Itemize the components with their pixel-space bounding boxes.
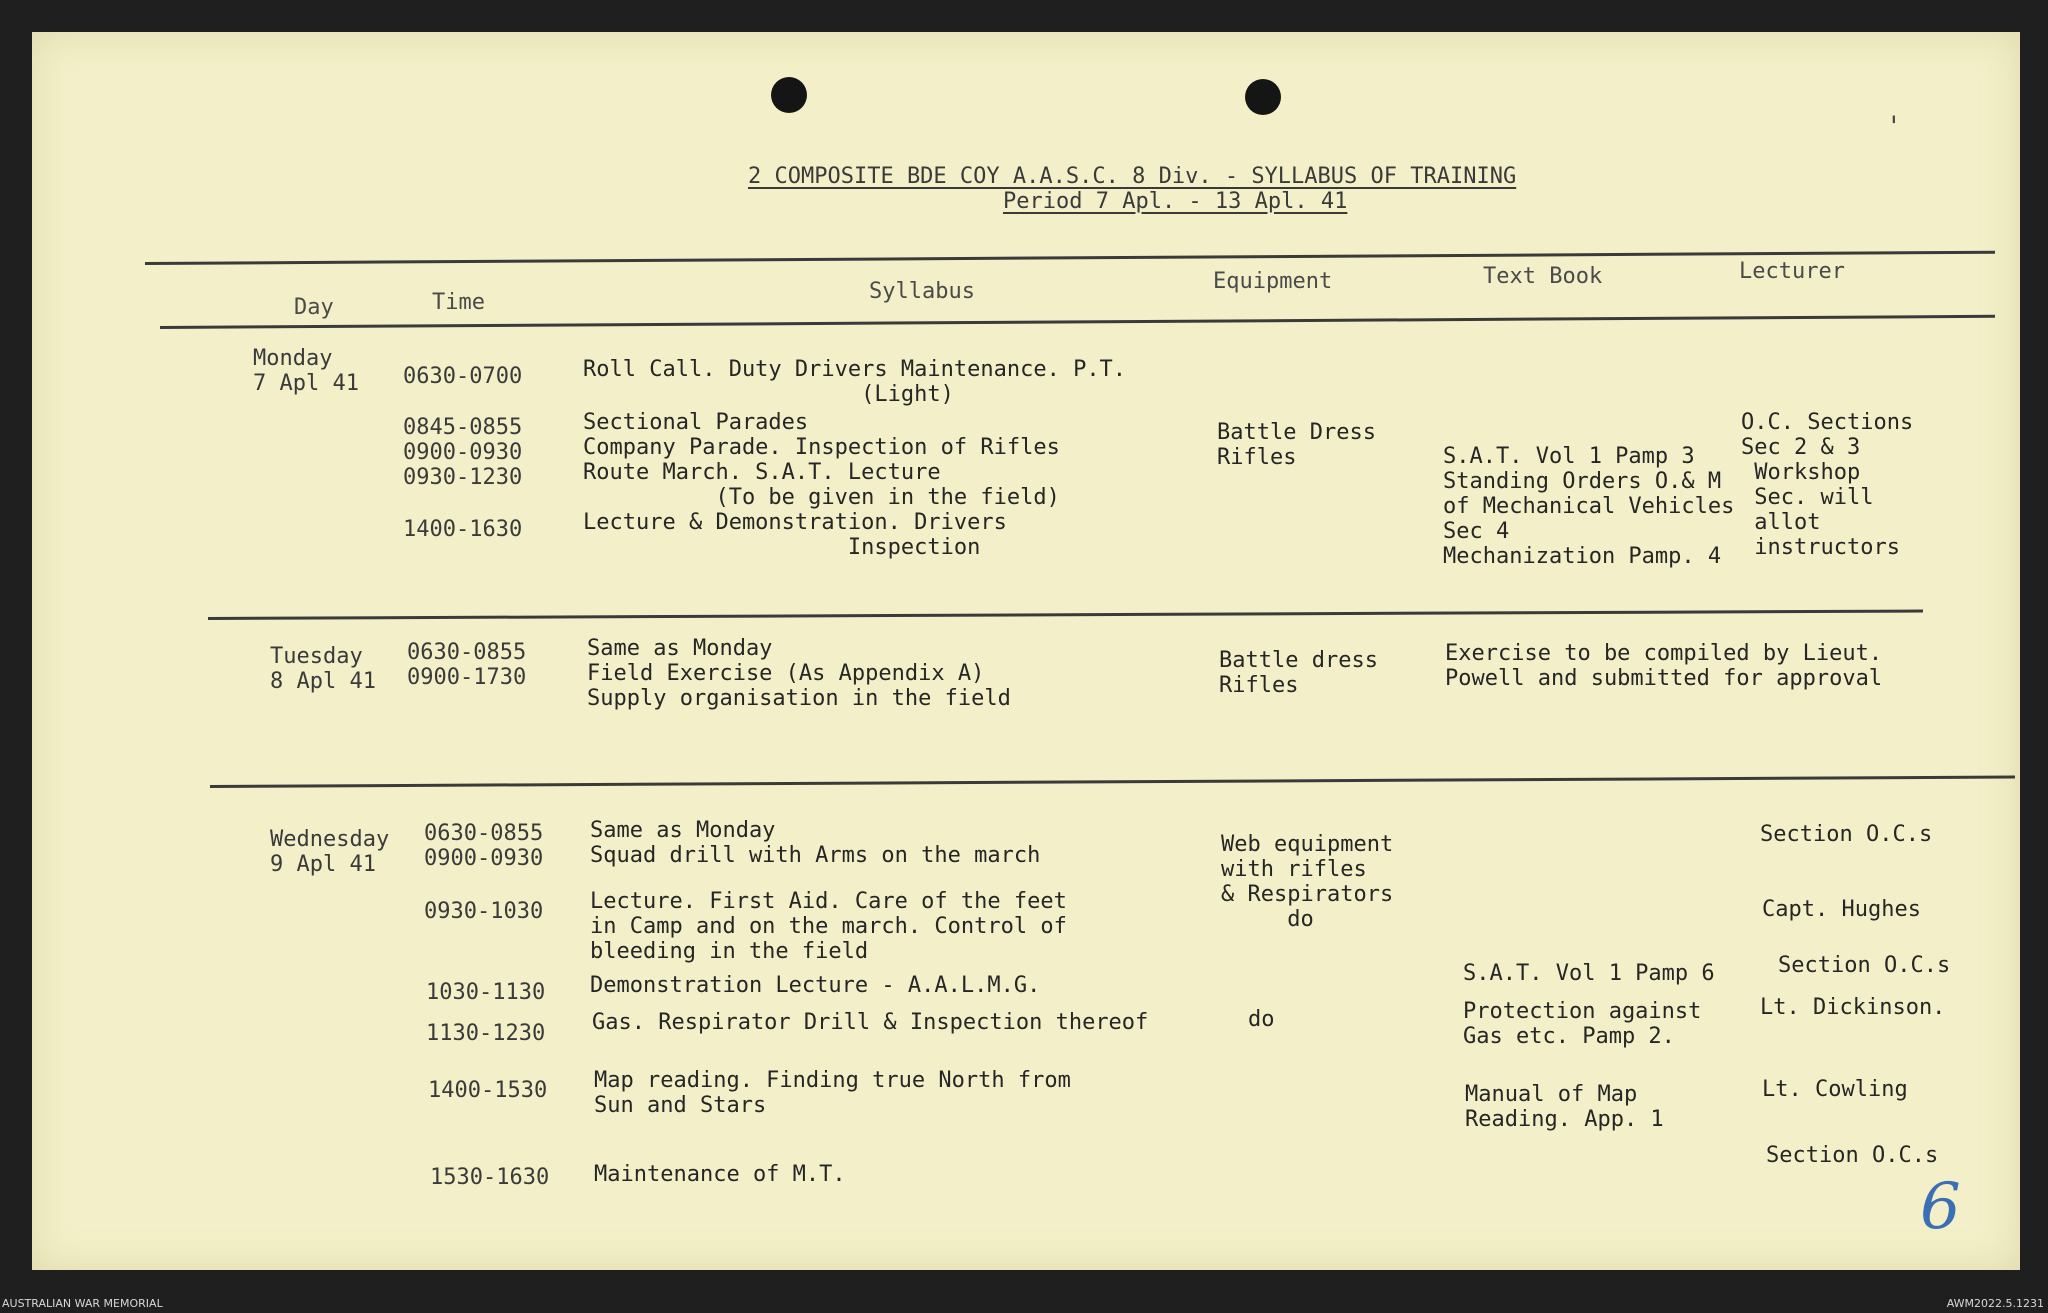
header-day: Day (294, 295, 334, 320)
header-equipment: Equipment (1213, 269, 1333, 294)
wednesday-time-5: 1400-1530 (428, 1078, 548, 1103)
monday-text-book: S.A.T. Vol 1 Pamp 3 Standing Orders O.& M of Mechanical Vehicles Sec 4 Mechanization Pamp. 4 (1443, 444, 1735, 569)
wednesday-lecturer-4: Lt. Dickinson. (1760, 995, 1946, 1020)
tuesday-text-book: Exercise to be compiled by Lieut. Powell and submitted for approval (1445, 641, 1883, 691)
header-text-book: Text Book (1483, 264, 1603, 289)
monday-day: Monday 7 Apl 41 (253, 346, 359, 396)
monday-syllabus-3: Lecture & Demonstration. Drivers Inspection (583, 510, 1007, 560)
wednesday-time-1: 0630-0855 0900-0930 (424, 821, 544, 871)
wednesday-syllabus-5: Map reading. Finding true North from Sun and Stars (594, 1068, 1071, 1118)
footer-institution: AUSTRALIAN WAR MEMORIAL (2, 1297, 163, 1310)
tuesday-syllabus: Same as Monday Field Exercise (As Appendix A) Supply organisation in the field (587, 636, 1011, 711)
corner-mark: ' (1890, 110, 1898, 143)
monday-equipment: Battle Dress Rifles (1217, 420, 1376, 470)
tuesday-equipment: Battle dress Rifles (1219, 648, 1378, 698)
document-title: 2 COMPOSITE BDE COY A.A.S.C. 8 Div. - SYLLABUS OF TRAINING (748, 164, 1517, 189)
wednesday-lecturer-2: Capt. Hughes (1762, 897, 1921, 922)
handwritten-page-number: 6 (1920, 1170, 1961, 1244)
wednesday-equipment-1: Web equipment with rifles & Respirators do (1221, 832, 1394, 932)
monday-time-1: 0630-0700 (403, 364, 523, 389)
wednesday-syllabus-2: Lecture. First Aid. Care of the feet in Camp and on the march. Control of bleeding in the field (590, 889, 1067, 964)
wednesday-equipment-4: do (1248, 1007, 1275, 1032)
tuesday-time: 0630-0855 0900-1730 (407, 640, 527, 690)
header-syllabus: Syllabus (869, 279, 975, 304)
monday-lecturer-2: Sec 2 & 3 Workshop Sec. will allot instructors (1741, 435, 1900, 560)
wednesday-text-book-3: S.A.T. Vol 1 Pamp 6 (1463, 961, 1715, 986)
wednesday-lecturer-6: Section O.C.s (1766, 1143, 1939, 1168)
monday-syllabus-2: Sectional Parades Company Parade. Inspection of Rifles Route March. S.A.T. Lecture (To be given in the field) (583, 410, 1060, 510)
monday-time-3: 1400-1630 (403, 517, 523, 542)
monday-time-2: 0845-0855 0900-0930 0930-1230 (403, 415, 523, 490)
wednesday-lecturer-5: Lt. Cowling (1762, 1077, 1908, 1102)
punch-hole-right (1245, 79, 1281, 115)
monday-lecturer-1: O.C. Sections (1741, 410, 1914, 435)
footer-accession-number: AWM2022.5.1231 (1946, 1297, 2044, 1310)
wednesday-syllabus-3: Demonstration Lecture - A.A.L.M.G. (590, 973, 1041, 998)
wednesday-text-book-5: Manual of Map Reading. App. 1 (1465, 1082, 1664, 1132)
wednesday-lecturer-3: Section O.C.s (1778, 953, 1951, 978)
wednesday-time-2: 0930-1030 (424, 899, 544, 924)
wednesday-text-book-4: Protection against Gas etc. Pamp 2. (1463, 999, 1702, 1049)
wednesday-time-4: 1130-1230 (426, 1021, 546, 1046)
wednesday-syllabus-1: Same as Monday Squad drill with Arms on the march (590, 818, 1041, 868)
wednesday-syllabus-4: Gas. Respirator Drill & Inspection thereof (592, 1010, 1149, 1035)
wednesday-time-3: 1030-1130 (426, 980, 546, 1005)
wednesday-syllabus-6: Maintenance of M.T. (594, 1162, 846, 1187)
monday-syllabus-1: Roll Call. Duty Drivers Maintenance. P.T. (Light) (583, 357, 1127, 407)
wednesday-lecturer-1: Section O.C.s (1760, 822, 1933, 847)
document-period: Period 7 Apl. - 13 Apl. 41 (1003, 189, 1348, 214)
header-time: Time (432, 290, 485, 315)
tuesday-day: Tuesday 8 Apl 41 (270, 644, 376, 694)
header-lecturer: Lecturer (1739, 259, 1845, 284)
punch-hole-left (771, 77, 807, 113)
wednesday-time-6: 1530-1630 (430, 1165, 550, 1190)
wednesday-day: Wednesday 9 Apl 41 (270, 827, 390, 877)
